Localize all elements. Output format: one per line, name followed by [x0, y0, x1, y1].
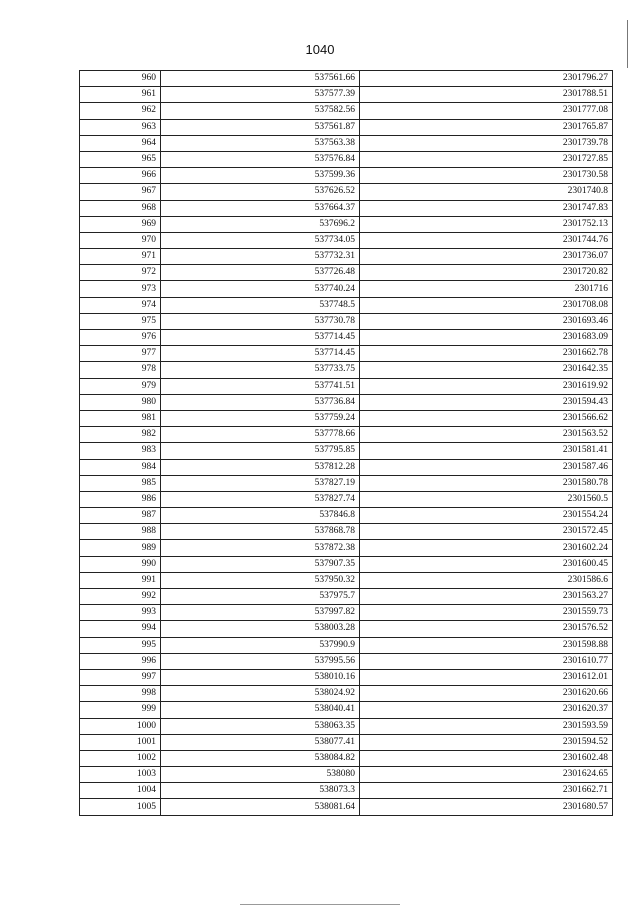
table-row	[80, 734, 613, 750]
x-coordinate-cell: 537827.74	[161, 491, 360, 507]
table-row	[80, 750, 613, 766]
table-row	[80, 119, 613, 135]
point-number-cell: 990	[80, 556, 161, 572]
y-coordinate-cell: 2301736.07	[360, 249, 613, 265]
table-row	[80, 103, 613, 119]
x-coordinate-cell: 537759.24	[161, 410, 360, 426]
point-number-cell: 960	[80, 71, 161, 87]
table-row	[80, 767, 613, 783]
y-coordinate-cell: 2301572.45	[360, 524, 613, 540]
y-coordinate-cell: 2301620.66	[360, 686, 613, 702]
x-coordinate-cell: 537696.2	[161, 216, 360, 232]
point-number-cell: 970	[80, 232, 161, 248]
y-coordinate-cell: 2301554.24	[360, 508, 613, 524]
y-coordinate-cell: 2301624.65	[360, 767, 613, 783]
x-coordinate-cell: 537778.66	[161, 427, 360, 443]
table-row	[80, 216, 613, 232]
y-coordinate-cell: 2301683.09	[360, 330, 613, 346]
coordinates-table	[79, 70, 613, 816]
x-coordinate-cell: 537995.56	[161, 653, 360, 669]
y-coordinate-cell: 2301752.13	[360, 216, 613, 232]
y-coordinate-cell: 2301716	[360, 281, 613, 297]
table-row	[80, 524, 613, 540]
point-number-cell: 964	[80, 135, 161, 151]
point-number-cell: 989	[80, 540, 161, 556]
x-coordinate-cell: 537846.8	[161, 508, 360, 524]
y-coordinate-cell: 2301693.46	[360, 313, 613, 329]
point-number-cell: 993	[80, 605, 161, 621]
x-coordinate-cell: 537561.66	[161, 71, 360, 87]
y-coordinate-cell: 2301662.78	[360, 346, 613, 362]
y-coordinate-cell: 2301602.48	[360, 750, 613, 766]
point-number-cell: 967	[80, 184, 161, 200]
y-coordinate-cell: 2301739.78	[360, 135, 613, 151]
x-coordinate-cell: 538084.82	[161, 750, 360, 766]
table-row	[80, 718, 613, 734]
table-row	[80, 313, 613, 329]
table-row	[80, 232, 613, 248]
point-number-cell: 981	[80, 410, 161, 426]
table-row	[80, 491, 613, 507]
point-number-cell: 980	[80, 394, 161, 410]
point-number-cell: 973	[80, 281, 161, 297]
y-coordinate-cell: 2301580.78	[360, 475, 613, 491]
y-coordinate-cell: 2301788.51	[360, 87, 613, 103]
y-coordinate-cell: 2301612.01	[360, 669, 613, 685]
y-coordinate-cell: 2301560.5	[360, 491, 613, 507]
table-row	[80, 686, 613, 702]
y-coordinate-cell: 2301765.87	[360, 119, 613, 135]
x-coordinate-cell: 538081.64	[161, 799, 360, 815]
point-number-cell: 974	[80, 297, 161, 313]
point-number-cell: 961	[80, 87, 161, 103]
table-row	[80, 297, 613, 313]
point-number-cell: 1003	[80, 767, 161, 783]
x-coordinate-cell: 537736.84	[161, 394, 360, 410]
page-number: 1040	[305, 42, 335, 57]
table-row	[80, 346, 613, 362]
x-coordinate-cell: 538073.3	[161, 783, 360, 799]
table-row	[80, 184, 613, 200]
x-coordinate-cell: 537734.05	[161, 232, 360, 248]
y-coordinate-cell: 2301642.35	[360, 362, 613, 378]
y-coordinate-cell: 2301680.57	[360, 799, 613, 815]
point-number-cell: 962	[80, 103, 161, 119]
table-row	[80, 540, 613, 556]
y-coordinate-cell: 2301581.41	[360, 443, 613, 459]
x-coordinate-cell: 538080	[161, 767, 360, 783]
x-coordinate-cell: 537730.78	[161, 313, 360, 329]
point-number-cell: 972	[80, 265, 161, 281]
table-body	[80, 71, 613, 816]
y-coordinate-cell: 2301720.82	[360, 265, 613, 281]
x-coordinate-cell: 537827.19	[161, 475, 360, 491]
y-coordinate-cell: 2301563.27	[360, 589, 613, 605]
point-number-cell: 991	[80, 572, 161, 588]
x-coordinate-cell: 537626.52	[161, 184, 360, 200]
point-number-cell: 975	[80, 313, 161, 329]
y-coordinate-cell: 2301740.8	[360, 184, 613, 200]
x-coordinate-cell: 537907.35	[161, 556, 360, 572]
x-coordinate-cell: 537872.38	[161, 540, 360, 556]
point-number-cell: 966	[80, 168, 161, 184]
table-row	[80, 265, 613, 281]
point-number-cell: 971	[80, 249, 161, 265]
table-row	[80, 589, 613, 605]
table-row	[80, 508, 613, 524]
point-number-cell: 988	[80, 524, 161, 540]
x-coordinate-cell: 537563.38	[161, 135, 360, 151]
point-number-cell: 997	[80, 669, 161, 685]
table-row	[80, 443, 613, 459]
x-coordinate-cell: 537990.9	[161, 637, 360, 653]
y-coordinate-cell: 2301744.76	[360, 232, 613, 248]
point-number-cell: 965	[80, 151, 161, 167]
x-coordinate-cell: 537795.85	[161, 443, 360, 459]
point-number-cell: 987	[80, 508, 161, 524]
point-number-cell: 1001	[80, 734, 161, 750]
table-row	[80, 621, 613, 637]
point-number-cell: 968	[80, 200, 161, 216]
table-row	[80, 605, 613, 621]
scan-edge-mark	[627, 20, 628, 68]
point-number-cell: 992	[80, 589, 161, 605]
point-number-cell: 999	[80, 702, 161, 718]
y-coordinate-cell: 2301610.77	[360, 653, 613, 669]
table-row	[80, 783, 613, 799]
x-coordinate-cell: 537582.56	[161, 103, 360, 119]
x-coordinate-cell: 538040.41	[161, 702, 360, 718]
point-number-cell: 969	[80, 216, 161, 232]
y-coordinate-cell: 2301620.37	[360, 702, 613, 718]
point-number-cell: 976	[80, 330, 161, 346]
x-coordinate-cell: 537868.78	[161, 524, 360, 540]
y-coordinate-cell: 2301566.62	[360, 410, 613, 426]
point-number-cell: 994	[80, 621, 161, 637]
table-row	[80, 151, 613, 167]
point-number-cell: 984	[80, 459, 161, 475]
table-row	[80, 168, 613, 184]
x-coordinate-cell: 537732.31	[161, 249, 360, 265]
y-coordinate-cell: 2301777.08	[360, 103, 613, 119]
x-coordinate-cell: 537599.36	[161, 168, 360, 184]
table-row	[80, 394, 613, 410]
y-coordinate-cell: 2301730.58	[360, 168, 613, 184]
point-number-cell: 1002	[80, 750, 161, 766]
point-number-cell: 977	[80, 346, 161, 362]
y-coordinate-cell: 2301559.73	[360, 605, 613, 621]
point-number-cell: 998	[80, 686, 161, 702]
table-row	[80, 459, 613, 475]
table-row	[80, 71, 613, 87]
table-row	[80, 475, 613, 491]
x-coordinate-cell: 537975.7	[161, 589, 360, 605]
x-coordinate-cell: 537812.28	[161, 459, 360, 475]
y-coordinate-cell: 2301708.08	[360, 297, 613, 313]
point-number-cell: 1000	[80, 718, 161, 734]
table-row	[80, 427, 613, 443]
table-row	[80, 378, 613, 394]
y-coordinate-cell: 2301586.6	[360, 572, 613, 588]
x-coordinate-cell: 537714.45	[161, 346, 360, 362]
x-coordinate-cell: 537664.37	[161, 200, 360, 216]
y-coordinate-cell: 2301563.52	[360, 427, 613, 443]
point-number-cell: 1005	[80, 799, 161, 815]
table-row	[80, 281, 613, 297]
x-coordinate-cell: 538024.92	[161, 686, 360, 702]
table-row	[80, 637, 613, 653]
x-coordinate-cell: 537740.24	[161, 281, 360, 297]
point-number-cell: 996	[80, 653, 161, 669]
point-number-cell: 963	[80, 119, 161, 135]
table-row	[80, 669, 613, 685]
y-coordinate-cell: 2301662.71	[360, 783, 613, 799]
table-row	[80, 200, 613, 216]
table-row	[80, 799, 613, 815]
y-coordinate-cell: 2301593.59	[360, 718, 613, 734]
y-coordinate-cell: 2301594.52	[360, 734, 613, 750]
point-number-cell: 986	[80, 491, 161, 507]
x-coordinate-cell: 538003.28	[161, 621, 360, 637]
table-row	[80, 653, 613, 669]
x-coordinate-cell: 537733.75	[161, 362, 360, 378]
table-row	[80, 362, 613, 378]
table-row	[80, 572, 613, 588]
x-coordinate-cell: 538063.35	[161, 718, 360, 734]
y-coordinate-cell: 2301619.92	[360, 378, 613, 394]
x-coordinate-cell: 537577.39	[161, 87, 360, 103]
point-number-cell: 982	[80, 427, 161, 443]
point-number-cell: 978	[80, 362, 161, 378]
point-number-cell: 1004	[80, 783, 161, 799]
x-coordinate-cell: 538010.16	[161, 669, 360, 685]
y-coordinate-cell: 2301576.52	[360, 621, 613, 637]
y-coordinate-cell: 2301600.45	[360, 556, 613, 572]
x-coordinate-cell: 537576.84	[161, 151, 360, 167]
x-coordinate-cell: 537726.48	[161, 265, 360, 281]
table-row	[80, 702, 613, 718]
point-number-cell: 985	[80, 475, 161, 491]
x-coordinate-cell: 537950.32	[161, 572, 360, 588]
y-coordinate-cell: 2301594.43	[360, 394, 613, 410]
point-number-cell: 983	[80, 443, 161, 459]
table-row	[80, 135, 613, 151]
point-number-cell: 979	[80, 378, 161, 394]
y-coordinate-cell: 2301727.85	[360, 151, 613, 167]
point-number-cell: 995	[80, 637, 161, 653]
x-coordinate-cell: 537748.5	[161, 297, 360, 313]
x-coordinate-cell: 537561.87	[161, 119, 360, 135]
y-coordinate-cell: 2301602.24	[360, 540, 613, 556]
table-row	[80, 87, 613, 103]
table-row	[80, 330, 613, 346]
table-row	[80, 410, 613, 426]
table-row	[80, 556, 613, 572]
y-coordinate-cell: 2301587.46	[360, 459, 613, 475]
table-row	[80, 249, 613, 265]
x-coordinate-cell: 537714.45	[161, 330, 360, 346]
x-coordinate-cell: 537997.82	[161, 605, 360, 621]
x-coordinate-cell: 537741.51	[161, 378, 360, 394]
y-coordinate-cell: 2301598.88	[360, 637, 613, 653]
y-coordinate-cell: 2301747.83	[360, 200, 613, 216]
y-coordinate-cell: 2301796.27	[360, 71, 613, 87]
x-coordinate-cell: 538077.41	[161, 734, 360, 750]
